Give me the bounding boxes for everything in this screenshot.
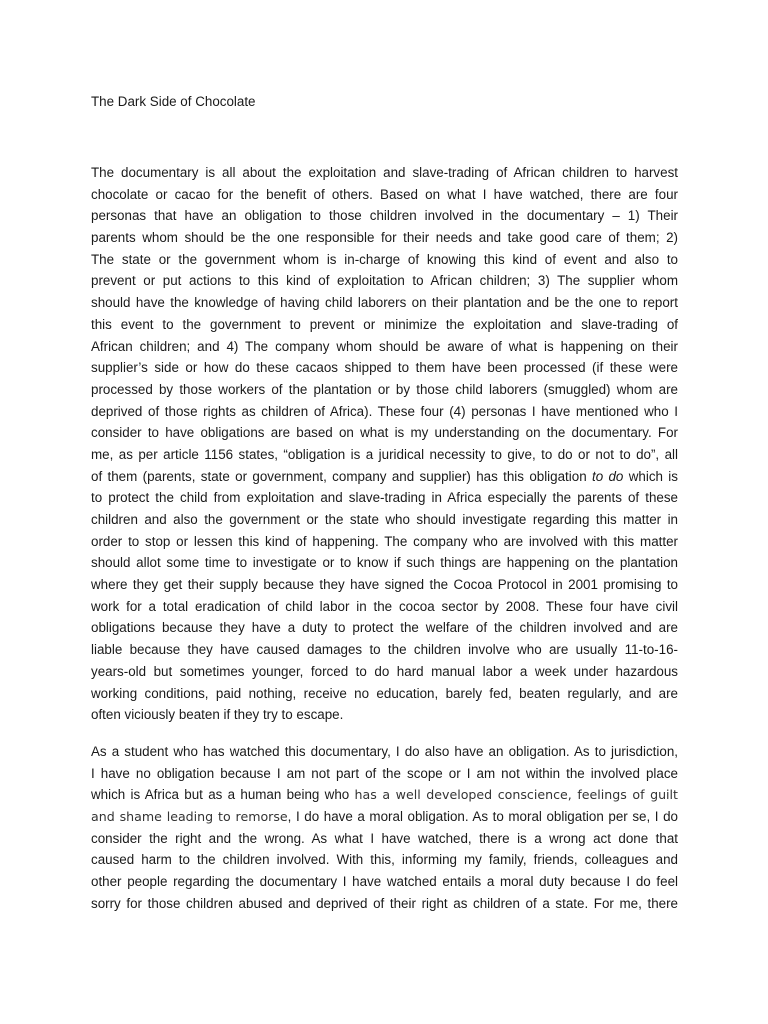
text-line	[91, 741, 678, 763]
text-run: other people regarding the documentary I have watched entails a moral duty because I do feel	[91, 874, 678, 890]
text-line	[91, 292, 678, 314]
text-run: caused harm to the children involved. With this, informing my family, friends, colleagues and	[91, 852, 678, 868]
text-line	[91, 184, 678, 206]
text-line	[91, 828, 678, 850]
text-line	[91, 162, 678, 184]
text-run: where they get their supply because they have signed the Cocoa Protocol in 2001 promising to	[91, 577, 678, 593]
text-run: As a student who has watched this documentary, I do also have an obligation. As to jurisdiction,	[91, 744, 678, 759]
text-line	[91, 270, 678, 292]
document-title: The Dark Side of Chocolate	[91, 94, 256, 109]
text-run: consider the right and the wrong. As what I have watched, there is a wrong act done that	[91, 830, 678, 846]
text-run: which is Africa but as a human being who	[91, 787, 355, 803]
text-run: sorry for those children abused and deprived of their right as children of a state. For me, there	[91, 895, 678, 911]
text-run: obligations because they have a duty to protect the welfare of the children involved and are	[91, 620, 678, 636]
text-run: consider to have obligations are based on what is my understanding on the documentary. For	[91, 425, 678, 441]
text-line	[91, 205, 678, 227]
text-line	[91, 596, 678, 618]
text-run: often viciously beaten if they try to escape.	[91, 707, 344, 723]
text-line	[91, 871, 678, 893]
text-run: me, as per article 1156 states, “obligation is a juridical necessity to give, to do or not to do”, all	[91, 446, 678, 462]
text-line	[91, 806, 678, 828]
text-run: The state or the government whom is in-charge of knowing this kind of event and also to	[91, 251, 678, 267]
text-run: processed by those workers of the plantation or by those child laborers (smuggled) whom are	[91, 381, 678, 397]
text-run: I have no obligation because I am not part of the scope or I am not within the involved place	[91, 765, 678, 781]
text-run: personas that have an obligation to those children involved in the documentary – 1) Their	[91, 208, 678, 224]
text-run: liable because they have caused damages to the children involve who are usually 11-to-16-	[91, 642, 678, 658]
quoted-text-run: has a well developed conscience, feelings of guilt	[354, 787, 678, 803]
text-run: should allot some time to investigate or to know if such things are happening on the plantation	[91, 555, 678, 571]
text-line	[91, 893, 678, 915]
text-run: this event to the government to prevent or minimize the exploitation and slave-trading of	[91, 316, 678, 332]
text-line	[91, 227, 678, 249]
text-run: working conditions, paid nothing, receive no education, barely fed, beaten regularly, and are	[91, 685, 678, 701]
text-line	[91, 444, 678, 466]
text-line	[91, 487, 678, 509]
paragraph-1	[91, 162, 678, 726]
text-line	[91, 509, 678, 531]
text-run: supplier’s side or how do these cacaos shipped to them have been processed (if these were	[91, 360, 678, 376]
text-run: which is	[623, 468, 678, 484]
text-line	[91, 763, 678, 785]
text-line	[91, 531, 678, 553]
text-run: chocolate or cacao for the benefit of others. Based on what I have watched, there are four	[91, 186, 678, 202]
text-line	[91, 617, 678, 639]
text-line	[91, 683, 678, 705]
text-line	[91, 466, 678, 488]
text-line	[91, 379, 678, 401]
text-run: order to stop or lessen this kind of happening. The company who are involved with this matter	[91, 533, 678, 549]
text-line	[91, 784, 678, 806]
text-run: African children; and 4) The company whom should be aware of what is happening on their	[91, 338, 678, 354]
text-line	[91, 849, 678, 871]
text-run: prevent or put actions to this kind of exploitation to African children; 3) The supplier whom	[91, 273, 678, 289]
text-run: should have the knowledge of having child laborers on their plantation and be the one to report	[91, 295, 678, 311]
text-line	[91, 552, 678, 574]
text-run: parents whom should be the one responsible for their needs and take good care of them; 2)	[91, 230, 678, 246]
text-line	[91, 704, 678, 726]
text-run: years-old but sometimes younger, forced to do hard manual labor a week under hazardous	[91, 663, 678, 679]
text-run: , I do have a moral obligation. As to moral obligation per se, I do	[287, 809, 678, 825]
text-line	[91, 336, 678, 358]
text-run: to protect the child from exploitation and slave-trading in Africa especially the parents of these	[91, 490, 678, 506]
paragraph-2	[91, 741, 678, 915]
text-line	[91, 661, 678, 683]
text-line	[91, 422, 678, 444]
text-run: children and also the government or the state who should investigate regarding this matter in	[91, 512, 678, 527]
text-line	[91, 314, 678, 336]
text-line	[91, 249, 678, 271]
text-run: of them (parents, state or government, company and supplier) has this obligation	[91, 468, 592, 484]
text-run: work for a total eradication of child labor in the cocoa sector by 2008. These four have civil	[91, 598, 678, 614]
italic-text-run: to do	[591, 468, 624, 484]
text-line	[91, 357, 678, 379]
text-line	[91, 401, 678, 423]
text-run: The documentary is all about the exploitation and slave-trading of African children to harvest	[91, 165, 678, 180]
text-line	[91, 574, 678, 596]
text-run: deprived of those rights as children of Africa). These four (4) personas I have mentioned who I	[91, 403, 678, 419]
text-line	[91, 639, 678, 661]
quoted-text-run: and shame leading to remorse	[91, 809, 288, 825]
